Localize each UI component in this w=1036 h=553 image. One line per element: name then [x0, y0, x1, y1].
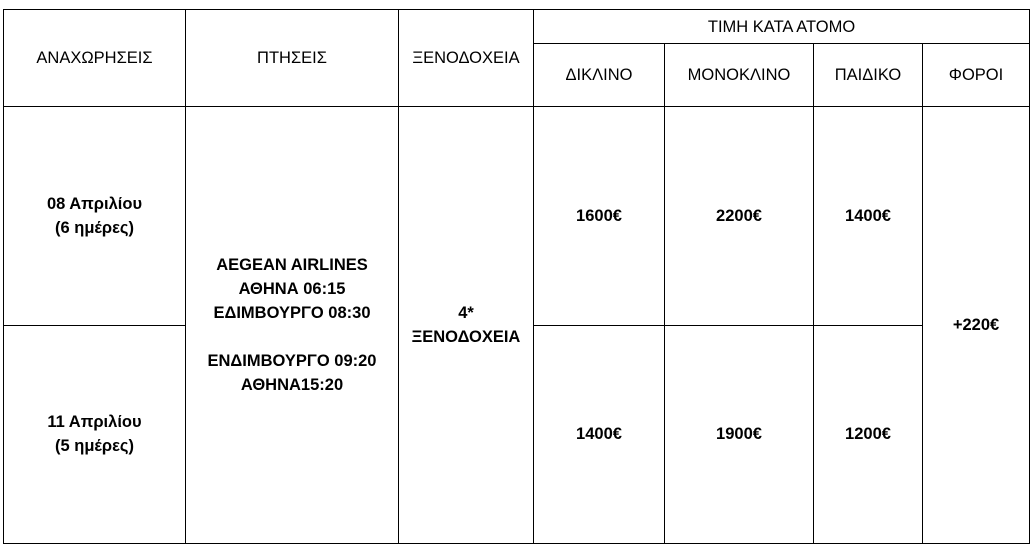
- departure-cell: [4, 107, 186, 325]
- double-room-header: ΔΙΚΛΙΝΟ: [534, 44, 665, 107]
- outbound-arrival: ΕΔΙΜΒΟΥΡΓΟ 08:30: [213, 304, 371, 323]
- hotels-header: ΞΕΝΟΔΟΧΕΙΑ: [399, 10, 534, 107]
- child-price: 1200€: [814, 325, 923, 543]
- departure-cell: [4, 325, 186, 543]
- taxes-header: ΦΟΡΟΙ: [923, 44, 1030, 107]
- flights-header: ΠΤΗΣΕΙΣ: [186, 10, 399, 107]
- hotel-cell: [399, 107, 534, 544]
- outbound-departure: ΑΘΗΝΑ 06:15: [238, 280, 346, 299]
- double-price: 1400€: [534, 325, 665, 543]
- departures-header: ΑΝΑΧΩΡΗΣΕΙΣ: [4, 10, 186, 107]
- taxes-value: +220€: [923, 107, 1030, 544]
- return-arrival: ΑΘΗΝΑ15:20: [240, 376, 344, 395]
- flights-cell: [186, 107, 399, 544]
- hotel-label: ΞΕΝΟΔΟΧΕΙΑ: [411, 328, 521, 347]
- return-departure: ΕΝΔΙΜΒΟΥΡΓΟ 09:20: [207, 352, 377, 371]
- single-price: 1900€: [665, 325, 814, 543]
- table-row: [4, 107, 1030, 325]
- price-per-person-header: ΤΙΜΗ ΚΑΤΑ ΑΤΟΜΟ: [534, 10, 1030, 44]
- child-header: ΠΑΙΔΙΚΟ: [814, 44, 923, 107]
- departure-date: 08 Απριλίου: [46, 194, 143, 213]
- hotel-stars: 4*: [458, 304, 474, 323]
- single-price: 2200€: [665, 107, 814, 325]
- departure-date: 11 Απριλίου: [47, 413, 142, 432]
- single-room-header: ΜΟΝΟΚΛΙΝΟ: [665, 44, 814, 107]
- flights-spacer: [190, 325, 394, 349]
- child-price: 1400€: [814, 107, 923, 325]
- double-price: 1600€: [534, 107, 665, 325]
- pricing-table: [3, 9, 1030, 544]
- trip-duration: (5 ημέρες): [55, 437, 134, 456]
- airline-name: AEGEAN AIRLINES: [216, 256, 368, 275]
- header-row-top: [4, 10, 1030, 44]
- trip-duration: (6 ημέρες): [55, 218, 134, 237]
